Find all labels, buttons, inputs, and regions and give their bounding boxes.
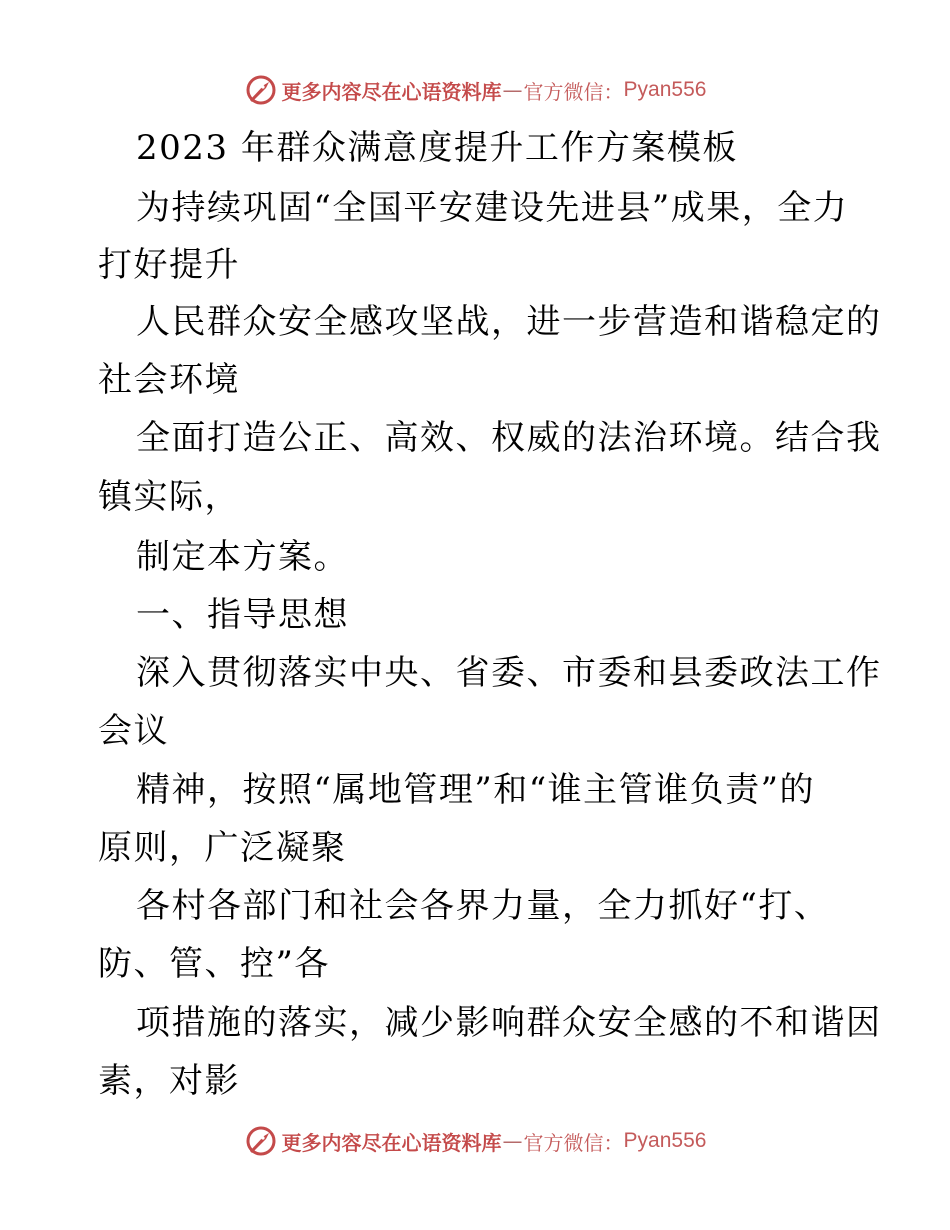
watermark-site-text: 更多内容尽在心语资料库 xyxy=(281,79,502,104)
text-line: 各村各部门和社会各界力量，全力抓好“打、 xyxy=(136,886,830,926)
watermark-wechat-id: Pyan556 xyxy=(623,78,707,101)
text-line: 全面打造公正、高效、权威的法治环境。结合我 xyxy=(136,418,882,458)
section-heading: 一、指导思想 xyxy=(136,595,349,635)
pen-nib-circle-icon xyxy=(244,73,278,107)
watermark-wechat-label: 官方微信： xyxy=(523,1130,624,1155)
watermark-wechat-label: 官方微信： xyxy=(523,79,624,104)
text-line: 原则，广泛凝聚 xyxy=(98,828,347,868)
text-line: 社会环境 xyxy=(98,360,240,400)
text-line: 制定本方案。 xyxy=(136,537,349,577)
text-line: 镇实际， xyxy=(98,477,240,517)
text-line: 打好提升 xyxy=(98,245,240,285)
text-line: 人民群众安全感攻坚战，进一步营造和谐稳定的 xyxy=(136,302,882,342)
text-line: 防、管、控”各 xyxy=(98,944,330,984)
text-line: 素，对影 xyxy=(98,1061,240,1101)
document-title: 2023 年群众满意度提升工作方案模板 xyxy=(136,128,738,168)
text-line: 精神，按照“属地管理”和“谁主管谁负责”的 xyxy=(136,770,816,810)
watermark-wechat-id: Pyan556 xyxy=(623,1129,707,1152)
text-line: 为持续巩固“全国平安建设先进县”成果，全力 xyxy=(136,188,849,228)
text-line: 会议 xyxy=(98,711,169,751)
header-watermark xyxy=(0,70,950,110)
text-line: 项措施的落实，减少影响群众安全感的不和谐因 xyxy=(136,1003,882,1043)
text-line: 深入贯彻落实中央、省委、市委和县委政法工作 xyxy=(136,653,882,693)
footer-watermark xyxy=(0,1121,950,1161)
watermark-dash: — xyxy=(502,78,523,102)
watermark-site-text: 更多内容尽在心语资料库 xyxy=(281,1130,502,1155)
watermark-dash: — xyxy=(502,1129,523,1153)
pen-nib-circle-icon xyxy=(244,1124,278,1158)
